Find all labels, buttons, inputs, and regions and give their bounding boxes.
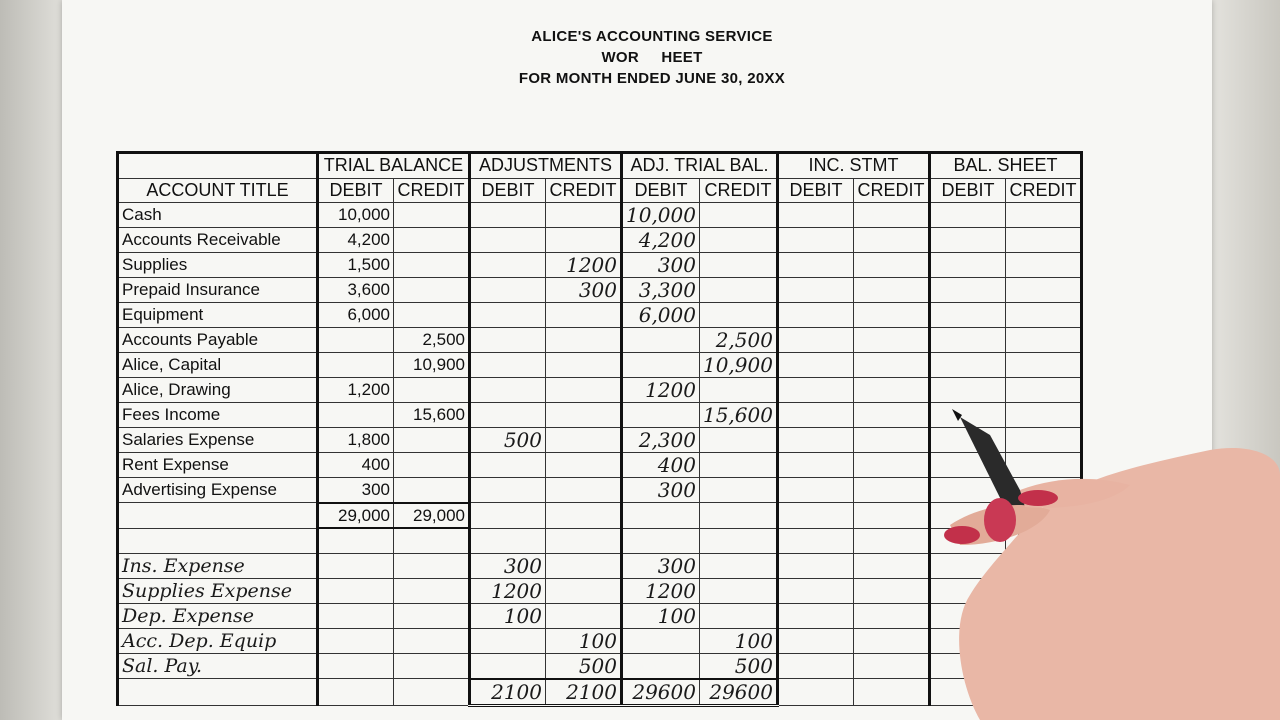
tb-debit-cell	[318, 578, 394, 603]
bs-credit-cell	[1005, 578, 1081, 603]
tb-credit-cell: 10,900	[394, 353, 470, 378]
is-credit-cell	[853, 203, 929, 228]
bs-debit-cell	[929, 603, 1005, 628]
blank-cell	[777, 528, 853, 553]
adj-credit-cell	[546, 403, 622, 428]
atb-credit-cell: 2,500	[699, 328, 777, 353]
bs-debit-cell	[929, 428, 1005, 453]
adj-debit-cell: 1200	[470, 578, 546, 603]
tb-debit-cell: 400	[318, 453, 394, 478]
adj-debit-cell	[470, 653, 546, 679]
adj-debit-header: DEBIT	[470, 178, 546, 203]
is-credit-cell	[853, 578, 929, 603]
is-credit-cell	[853, 478, 929, 503]
is-debit-cell	[777, 628, 853, 653]
atb-debit-cell: 300	[622, 478, 700, 503]
atb-credit-cell: 15,600	[699, 403, 777, 428]
is-debit-cell	[777, 478, 853, 503]
atb-credit-cell: 100	[699, 628, 777, 653]
blank-header-cell	[118, 153, 318, 179]
tb-debit-cell: 1,500	[318, 253, 394, 278]
tb-debit-cell: 300	[318, 478, 394, 503]
bs-credit-cell	[1005, 228, 1081, 253]
is-credit-cell	[853, 328, 929, 353]
adj-credit-cell	[546, 353, 622, 378]
tb-debit-cell	[318, 328, 394, 353]
tb-credit-cell	[394, 253, 470, 278]
atb-debit-cell	[622, 628, 700, 653]
bs-debit-cell	[929, 253, 1005, 278]
adjustment-account-title: Ins. Expense	[118, 553, 318, 578]
bs-credit-cell	[1005, 603, 1081, 628]
blank-cell	[318, 528, 394, 553]
blank-cell	[470, 528, 546, 553]
account-row	[118, 453, 1082, 478]
tb-debit-cell	[318, 653, 394, 679]
tb-debit-cell	[318, 553, 394, 578]
is-debit-cell	[777, 578, 853, 603]
bs-debit-cell	[929, 378, 1005, 403]
is-debit-cell	[777, 679, 853, 706]
adjustment-account-title: Acc. Dep. Equip	[118, 628, 318, 653]
atb-debit-cell: 100	[622, 603, 700, 628]
document-title: WOR HEET	[601, 49, 703, 66]
subheader-row	[118, 178, 1082, 203]
bs-credit-cell	[1005, 679, 1081, 706]
tb-credit-cell	[394, 203, 470, 228]
is-credit-cell	[853, 253, 929, 278]
is-credit-cell	[853, 628, 929, 653]
atb-debit-cell	[622, 503, 700, 529]
final-totals-row	[118, 679, 1082, 706]
account-row	[118, 403, 1082, 428]
bs-credit-cell	[1005, 353, 1081, 378]
bs-debit-cell	[929, 503, 1005, 529]
is-debit-cell	[777, 328, 853, 353]
atb-debit-cell: 300	[622, 253, 700, 278]
bs-credit-cell	[1005, 378, 1081, 403]
atb-credit-cell	[699, 278, 777, 303]
account-row	[118, 378, 1082, 403]
adj-debit-cell	[470, 628, 546, 653]
adj-credit-cell	[546, 228, 622, 253]
tb-debit-cell	[318, 353, 394, 378]
adjustment-row	[118, 578, 1082, 603]
is-debit-cell	[777, 653, 853, 679]
bs-credit-cell	[1005, 303, 1081, 328]
is-debit-cell	[777, 228, 853, 253]
adj-debit-cell: 500	[470, 428, 546, 453]
tb-credit-total: 29,000	[394, 503, 470, 529]
atb-debit-cell	[622, 653, 700, 679]
is-credit-header: CREDIT	[853, 178, 929, 203]
account-row	[118, 478, 1082, 503]
tb-debit-cell	[318, 603, 394, 628]
bs-credit-cell	[1005, 328, 1081, 353]
blank-title-cell	[118, 679, 318, 706]
atb-credit-cell	[699, 228, 777, 253]
group-header-row	[118, 153, 1082, 179]
bs-debit-cell	[929, 478, 1005, 503]
background-left	[0, 0, 70, 720]
account-title: Accounts Payable	[118, 328, 318, 353]
is-debit-cell	[777, 553, 853, 578]
adj-debit-cell	[470, 503, 546, 529]
adj-debit-cell	[470, 253, 546, 278]
tb-credit-cell	[394, 428, 470, 453]
is-debit-cell	[777, 303, 853, 328]
account-title: Salaries Expense	[118, 428, 318, 453]
tb-credit-cell	[394, 578, 470, 603]
atb-debit-cell: 10,000	[622, 203, 700, 228]
bs-credit-cell	[1005, 478, 1081, 503]
tb-debit-cell: 10,000	[318, 203, 394, 228]
account-row	[118, 203, 1082, 228]
is-debit-cell	[777, 428, 853, 453]
is-credit-cell	[853, 679, 929, 706]
account-title: Supplies	[118, 253, 318, 278]
atb-credit-cell	[699, 203, 777, 228]
group-inc-stmt: INC. STMT	[777, 153, 929, 179]
period-line: FOR MONTH ENDED JUNE 30, 20XX	[518, 70, 786, 87]
bs-debit-cell	[929, 278, 1005, 303]
atb-credit-cell: 10,900	[699, 353, 777, 378]
bs-debit-cell	[929, 303, 1005, 328]
background-right	[1200, 0, 1280, 720]
group-adjustments: ADJUSTMENTS	[470, 153, 622, 179]
blank-cell	[929, 528, 1005, 553]
atb-debit-total: 29600	[622, 679, 700, 706]
tb-credit-header: CREDIT	[394, 178, 470, 203]
atb-debit-cell: 400	[622, 453, 700, 478]
bs-debit-cell	[929, 578, 1005, 603]
adj-credit-cell	[546, 328, 622, 353]
adj-credit-cell: 500	[546, 653, 622, 679]
adj-debit-cell	[470, 278, 546, 303]
adj-debit-cell	[470, 328, 546, 353]
tb-credit-cell	[394, 553, 470, 578]
atb-credit-cell	[699, 503, 777, 529]
is-debit-header: DEBIT	[777, 178, 853, 203]
is-debit-cell	[777, 403, 853, 428]
tb-debit-cell	[318, 403, 394, 428]
company-name: ALICE'S ACCOUNTING SERVICE	[531, 28, 773, 45]
adj-debit-cell: 300	[470, 553, 546, 578]
worksheet-header	[62, 26, 1242, 89]
blank-cell	[394, 528, 470, 553]
bs-credit-cell	[1005, 628, 1081, 653]
tb-credit-cell	[394, 679, 470, 706]
bs-credit-cell	[1005, 503, 1081, 529]
account-title: Accounts Receivable	[118, 228, 318, 253]
is-credit-cell	[853, 453, 929, 478]
atb-debit-cell: 3,300	[622, 278, 700, 303]
adjustment-account-title: Sal. Pay.	[118, 653, 318, 679]
bs-credit-cell	[1005, 253, 1081, 278]
group-bal-sheet: BAL. SHEET	[929, 153, 1081, 179]
account-title: Alice, Drawing	[118, 378, 318, 403]
atb-debit-cell: 300	[622, 553, 700, 578]
tb-credit-cell	[394, 628, 470, 653]
bs-debit-cell	[929, 679, 1005, 706]
adj-credit-cell	[546, 553, 622, 578]
bs-credit-cell	[1005, 653, 1081, 679]
account-title: Equipment	[118, 303, 318, 328]
adj-credit-cell	[546, 578, 622, 603]
tb-credit-cell	[394, 303, 470, 328]
bs-debit-cell	[929, 203, 1005, 228]
bs-debit-cell	[929, 628, 1005, 653]
bs-debit-cell	[929, 453, 1005, 478]
account-row	[118, 328, 1082, 353]
bs-debit-header: DEBIT	[929, 178, 1005, 203]
tb-debit-cell: 6,000	[318, 303, 394, 328]
tb-debit-cell	[318, 679, 394, 706]
adj-credit-cell	[546, 503, 622, 529]
atb-debit-cell	[622, 353, 700, 378]
tb-credit-cell	[394, 478, 470, 503]
adj-debit-total: 2100	[470, 679, 546, 706]
is-credit-cell	[853, 378, 929, 403]
is-debit-cell	[777, 453, 853, 478]
adj-credit-cell	[546, 603, 622, 628]
blank-cell	[853, 528, 929, 553]
atb-credit-cell	[699, 303, 777, 328]
bs-credit-header: CREDIT	[1005, 178, 1081, 203]
atb-credit-cell	[699, 428, 777, 453]
tb-credit-cell	[394, 228, 470, 253]
atb-credit-cell	[699, 453, 777, 478]
is-credit-cell	[853, 603, 929, 628]
is-debit-cell	[777, 278, 853, 303]
is-debit-cell	[777, 378, 853, 403]
tb-credit-cell	[394, 453, 470, 478]
bs-debit-cell	[929, 353, 1005, 378]
atb-debit-header: DEBIT	[622, 178, 700, 203]
adjustment-account-title: Supplies Expense	[118, 578, 318, 603]
adj-debit-cell	[470, 353, 546, 378]
is-debit-cell	[777, 253, 853, 278]
atb-debit-cell	[622, 403, 700, 428]
blank-cell	[546, 528, 622, 553]
bs-credit-cell	[1005, 553, 1081, 578]
blank-cell	[1005, 528, 1081, 553]
account-row	[118, 228, 1082, 253]
atb-debit-cell	[622, 328, 700, 353]
adj-credit-cell	[546, 378, 622, 403]
account-title: Alice, Capital	[118, 353, 318, 378]
atb-debit-cell: 1200	[622, 578, 700, 603]
adjustment-account-title: Dep. Expense	[118, 603, 318, 628]
tb-credit-cell	[394, 653, 470, 679]
account-title: Prepaid Insurance	[118, 278, 318, 303]
adj-credit-cell: 300	[546, 278, 622, 303]
tb-debit-cell: 1,800	[318, 428, 394, 453]
tb-debit-total: 29,000	[318, 503, 394, 529]
atb-credit-total: 29600	[699, 679, 777, 706]
adjustment-row	[118, 603, 1082, 628]
group-adj-trial-bal: ADJ. TRIAL BAL.	[622, 153, 778, 179]
bs-credit-cell	[1005, 278, 1081, 303]
is-credit-cell	[853, 403, 929, 428]
is-credit-cell	[853, 278, 929, 303]
adj-debit-cell	[470, 478, 546, 503]
atb-credit-cell	[699, 553, 777, 578]
is-credit-cell	[853, 303, 929, 328]
account-row	[118, 353, 1082, 378]
atb-credit-cell: 500	[699, 653, 777, 679]
is-debit-cell	[777, 203, 853, 228]
adj-debit-cell	[470, 203, 546, 228]
adj-credit-cell	[546, 428, 622, 453]
bs-debit-cell	[929, 328, 1005, 353]
account-row	[118, 278, 1082, 303]
account-row	[118, 428, 1082, 453]
adj-debit-cell	[470, 228, 546, 253]
tb-credit-cell: 15,600	[394, 403, 470, 428]
adj-credit-total: 2100	[546, 679, 622, 706]
tb-totals-row	[118, 503, 1082, 529]
is-credit-cell	[853, 353, 929, 378]
blank-title-cell	[118, 528, 318, 553]
atb-credit-cell	[699, 603, 777, 628]
adjustment-row	[118, 628, 1082, 653]
bs-debit-cell	[929, 553, 1005, 578]
tb-credit-cell	[394, 278, 470, 303]
atb-debit-cell: 2,300	[622, 428, 700, 453]
is-debit-cell	[777, 603, 853, 628]
adjustment-row	[118, 553, 1082, 578]
adj-debit-cell	[470, 378, 546, 403]
group-trial-balance: TRIAL BALANCE	[318, 153, 470, 179]
bs-debit-cell	[929, 653, 1005, 679]
bs-credit-cell	[1005, 203, 1081, 228]
account-title: Cash	[118, 203, 318, 228]
account-title: Advertising Expense	[118, 478, 318, 503]
account-title: Rent Expense	[118, 453, 318, 478]
account-title-header: ACCOUNT TITLE	[118, 178, 318, 203]
adjustment-row	[118, 653, 1082, 679]
is-credit-cell	[853, 503, 929, 529]
worksheet-table	[116, 151, 1083, 707]
is-debit-cell	[777, 353, 853, 378]
adj-debit-cell	[470, 303, 546, 328]
tb-debit-cell: 3,600	[318, 278, 394, 303]
adj-credit-cell: 100	[546, 628, 622, 653]
tb-credit-cell	[394, 603, 470, 628]
atb-debit-cell: 1200	[622, 378, 700, 403]
is-debit-cell	[777, 503, 853, 529]
atb-credit-cell	[699, 378, 777, 403]
adj-debit-cell	[470, 453, 546, 478]
account-row	[118, 253, 1082, 278]
adj-debit-cell: 100	[470, 603, 546, 628]
adj-credit-cell	[546, 478, 622, 503]
bs-credit-cell	[1005, 453, 1081, 478]
tb-debit-cell: 4,200	[318, 228, 394, 253]
tb-credit-cell: 2,500	[394, 328, 470, 353]
tb-debit-cell: 1,200	[318, 378, 394, 403]
tb-credit-cell	[394, 378, 470, 403]
bs-credit-cell	[1005, 428, 1081, 453]
account-title: Fees Income	[118, 403, 318, 428]
adj-credit-cell: 1200	[546, 253, 622, 278]
account-row	[118, 303, 1082, 328]
adj-debit-cell	[470, 403, 546, 428]
bs-debit-cell	[929, 228, 1005, 253]
atb-credit-cell	[699, 578, 777, 603]
atb-credit-cell	[699, 478, 777, 503]
atb-debit-cell: 6,000	[622, 303, 700, 328]
is-credit-cell	[853, 428, 929, 453]
tb-debit-cell	[318, 628, 394, 653]
adj-credit-cell	[546, 453, 622, 478]
blank-cell	[699, 528, 777, 553]
is-credit-cell	[853, 653, 929, 679]
atb-debit-cell: 4,200	[622, 228, 700, 253]
is-credit-cell	[853, 553, 929, 578]
bs-credit-cell	[1005, 403, 1081, 428]
atb-credit-header: CREDIT	[699, 178, 777, 203]
blank-row	[118, 528, 1082, 553]
tb-debit-header: DEBIT	[318, 178, 394, 203]
adj-credit-cell	[546, 303, 622, 328]
blank-title-cell	[118, 503, 318, 529]
adj-credit-header: CREDIT	[546, 178, 622, 203]
blank-cell	[622, 528, 700, 553]
is-credit-cell	[853, 228, 929, 253]
atb-credit-cell	[699, 253, 777, 278]
bs-debit-cell	[929, 403, 1005, 428]
adj-credit-cell	[546, 203, 622, 228]
